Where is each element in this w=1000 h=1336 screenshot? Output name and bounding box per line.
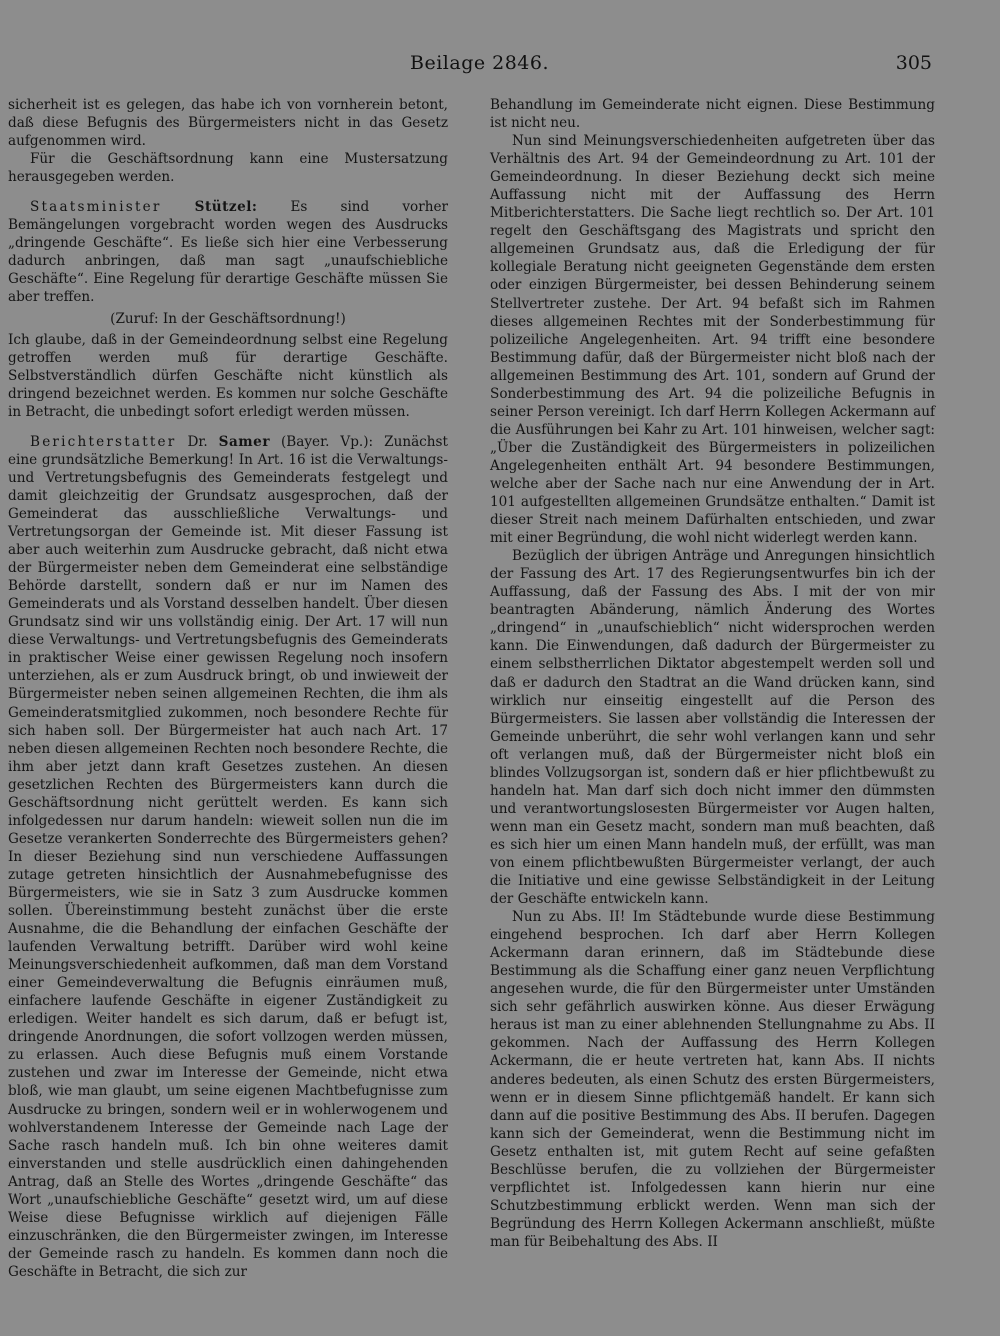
- right-column: [490, 96, 935, 1251]
- paragraph: Behandlung im Gemeinderate nicht eignen. Diese Bestimmung ist nicht neu.: [490, 97, 935, 132]
- page-header: [0, 50, 1000, 82]
- page-number: 305: [895, 52, 932, 74]
- paragraph: Ich glaube, daß in der Gemeindeordnung selbst eine Regelung getroffen werden muß für derartige Geschäfte. Selbstverständlich dürfen Geschäfte nicht künstlich als dringend bezeichnet werden. Es kommen nur solche Geschäfte in Betracht, die unbedingt sofort erledigt werden müssen.: [8, 331, 448, 420]
- speaker-role: Staatsminister: [30, 199, 162, 216]
- paragraph: Für die Geschäftsordnung kann eine Mustersatzung herausgegeben werden.: [8, 151, 448, 186]
- paragraph: sicherheit ist es gelegen, das habe ich von vornherein betont, daß diese Befugnis des Bürgermeisters nicht in das Gesetz aufgenommen wird.: [8, 97, 448, 150]
- interjection: (Zuruf: In der Geschäftsordnung!): [110, 310, 346, 327]
- speech-text: (Bayer. Vp.): Zunächst eine grundsätzliche Bemerkung! In Art. 16 ist die Verwaltungs- und Vertretungsbefugnis des Gemeinderats festgelegt und damit gleichzeitig der Grundsatz ausgesprochen, daß der Gemeinderat das ausschließliche Verwaltungs- und Vertretungsorgan der Gemeinde ist. Mit dieser Fassung ist aber auch weiterhin zum Ausdrucke gebracht, daß nicht etwa der Bürgermeister neben dem Gemeinderat eine selbständige Behörde darstellt, sondern daß er nur im Namen des Gemeinderats und als Vorstand desselben handelt. Über diesen Grundsatz sind wir uns vollständig einig. Der Art. 17 will nun diese Verwaltungs- und Vertretungsbefugnis des Gemeinderats in praktischer Weise einer gewissen Regelung noch insofern unterziehen, als er zum Ausdruck bringt, ob und inwieweit der Bürgermeister neben seinen allgemeinen Rechten, die ihm als Gemeinderatsmitglied zukommen, noch besondere Rechte für sich haben soll. Der Bürgermeister hat auch nach Art. 17 neben diesen allgemeinen Rechten noch besondere Rechte, die ihm aber jetzt dann kraft Gesetzes zustehen. An diesen gesetzlichen Rechten des Bürgermeisters kann durch die Geschäftsordnung nicht gerüttelt werden. Es kann sich infolgedessen nur darum handeln: wieweit sollen nun die im Gesetze verankerten Sonderrechte des Bürgermeisters gehen? In dieser Beziehung sind nun verschiedene Auffassungen zutage getreten hinsichtlich der Ausnahmebefugnisse des Bürgermeisters, wie sie in Satz 3 zum Ausdrucke kommen sollen. Übereinstimmung besteht zunächst über die erste Ausnahme, die die Behandlung der einfachen Geschäfte der laufenden Verwaltung betrifft. Darüber wird wohl keine Meinungsverschiedenheit aufkommen, daß man dem Vorstand einer Gemeindeverwaltung die Befugnis einräumen muß, einfachere laufende Geschäfte in eigener Zuständigkeit zu erledigen. Weiter handelt es sich darum, daß er befugt ist, dringende Anordnungen, die sofort vollzogen werden müssen, zu erlassen. Auch diese Befugnis muß einem Vorstande zustehen und zwar im Interesse der Gemeinde, nicht etwa bloß, wie man glaubt, um seine eigenen Machtbefugnisse zum Ausdrucke zu bringen, sondern weil er in wohlerwogenem und wohlverstandenem Interesse der Gemeinde nach Lage der Sache rasch handeln muß. Ich bin ohne weiteres damit einverstanden und stelle ausdrücklich einen dahingehenden Antrag, daß an Stelle des Wortes „dringende Geschäfte“ das Wort „unaufschiebliche Geschäfte“ gesetzt wird, um auf diese Weise diese Befugnisse wirklich auf diejenigen Fälle einzuschränken, die den Bürgermeister zwingen, im Interesse der Gemeinde rasch zu handeln. Es kommen dann noch die Geschäfte in Betracht, die sich zur: [8, 433, 448, 1280]
- paragraph: Bezüglich der übrigen Anträge und Anregungen hinsichtlich der Fassung des Art. 17 des Regierungsentwurfes bin ich der Auffassung, daß der Fassung des Abs. I mit der von mir beantragten Abänderung, nämlich Änderung des Wortes „dringend“ in „unaufschieblich“ nicht widersprochen werden kann. Die Einwendungen, daß dadurch der Bürgermeister zu einem selbstherrlichen Diktator abgestempelt werden soll und daß er dadurch den Stadtrat an die Wand drücken kann, sind wirklich nur einseitig eingestellt auf die Person des Bürgermeisters. Sie lassen aber vollständig die Interessen der Gemeinde unberührt, die sehr wohl verlangen kann und sehr oft verlangen muß, daß der Bürgermeister nicht bloß ein blindes Vollzugsorgan ist, sondern daß er hier pflichtbewußt zu handeln hat. Man darf sich doch nicht immer den dümmsten und verantwortungslosesten Bürgermeister vor Augen halten, wenn man ein Gesetz macht, sondern man muß beachten, daß es sich hier um einen Mann handeln muß, der erfüllt, was man von einem pflichtbewußten Bürgermeister verlangt, der auch die Initiative und eine gewisse Selbständigkeit in der Leitung der Geschäfte entwickeln kann.: [490, 548, 935, 908]
- paragraph: Nun sind Meinungsverschiedenheiten aufgetreten über das Verhältnis des Art. 94 der Gemeindeordnung zu Art. 101 der Gemeindeordnung. In dieser Beziehung deckt sich meine Auffassung nicht mit der Auffassung des Herrn Mitberichterstatters. Die Sache liegt rechtlich so. Der Art. 101 regelt den Geschäftsgang des Magistrats und spricht den allgemeinen Grundsatz aus, daß die Erledigung der für kollegiale Beratung nicht geeigneten Gegenstände dem ersten oder einzigen Bürgermeister, bei dessen Behinderung seinem Stellvertreter zustehe. Der Art. 94 befaßt sich im Rahmen dieses allgemeinen Rechtes mit der Sonderbestimmung für polizeiliche Angelegenheiten. Art. 94 trifft eine besondere Bestimmung dafür, daß der Bürgermeister nicht bloß nach der allgemeinen Bestimmung des Art. 101, sondern auf Grund der Sonderbestimmung des Art. 94 die polizeiliche Befugnis in seiner Person vereinigt. Ich darf Herrn Kollegen Ackermann auf die Ausführungen bei Kahr zu Art. 101 hinweisen, welcher sagt: „Über die Zuständigkeit des Bürgermeisters in polizeilichen Angelegenheiten enthält Art. 94 besondere Bestimmungen, welche aber der Sache nach nur eine Anwendung der in Art. 101 aufgestellten allgemeinen Grundsätze enthalten.“ Damit ist dieser Streit nach meinem Dafürhalten entschieden, und zwar mit einer Begründung, die wohl nicht widerlegt werden kann.: [490, 133, 935, 547]
- speech-paragraph: [8, 198, 448, 306]
- speech-text: Es sind vorher Bemängelungen vorgebracht worden wegen des Ausdrucks „dringende Geschäfte“. Es ließe sich hier eine Verbesserung dadurch anbringen, daß man sagt „unaufschiebliche Geschäfte“. Eine Regelung für derartige Geschäfte müssen Sie aber treffen.: [8, 199, 448, 306]
- speaker-title: Dr.: [176, 433, 219, 450]
- left-column: [8, 96, 448, 1281]
- speaker-name: Stützel:: [194, 199, 258, 216]
- speech-paragraph: [8, 433, 448, 1281]
- speaker-name: Samer: [218, 433, 270, 450]
- speaker-role: Berichterstatter: [30, 433, 177, 450]
- header-title: Beilage 2846.: [410, 52, 550, 74]
- paragraph: Nun zu Abs. II! Im Städtebunde wurde diese Bestimmung eingehend besprochen. Ich darf aber Herrn Kollegen Ackermann daran erinnern, daß im Städtebunde diese Bestimmung als die Schaffung einer ganz neuen Verpflichtung angesehen wurde, die für den Bürgermeister unter Umständen sich sehr gefährlich auswirken könne. Aus dieser Erwägung heraus ist man zu einer ablehnenden Stellungnahme zu Abs. II gekommen. Nach der Auffassung des Herrn Kollegen Ackermann, die er heute vertreten hat, kann Abs. II nichts anderes bedeuten, als einen Schutz des ersten Bürgermeisters, wenn er in diesem Sinne pflichtgemäß handelt. Er kann sich dann auf die positive Bestimmung des Abs. II berufen. Dagegen kann sich der Gemeinderat, wenn die Bestimmung nicht im Gesetz enthalten ist, mit gutem Recht auf seine gefaßten Beschlüsse berufen, die zu vollziehen der Bürgermeister verpflichtet ist. Infolgedessen kann hierin nur eine Schutzbestimmung erblickt werden. Wenn man sich der Begründung des Herrn Kollegen Ackermann anschließt, müßte man für Beibehaltung des Abs. II: [490, 909, 935, 1250]
